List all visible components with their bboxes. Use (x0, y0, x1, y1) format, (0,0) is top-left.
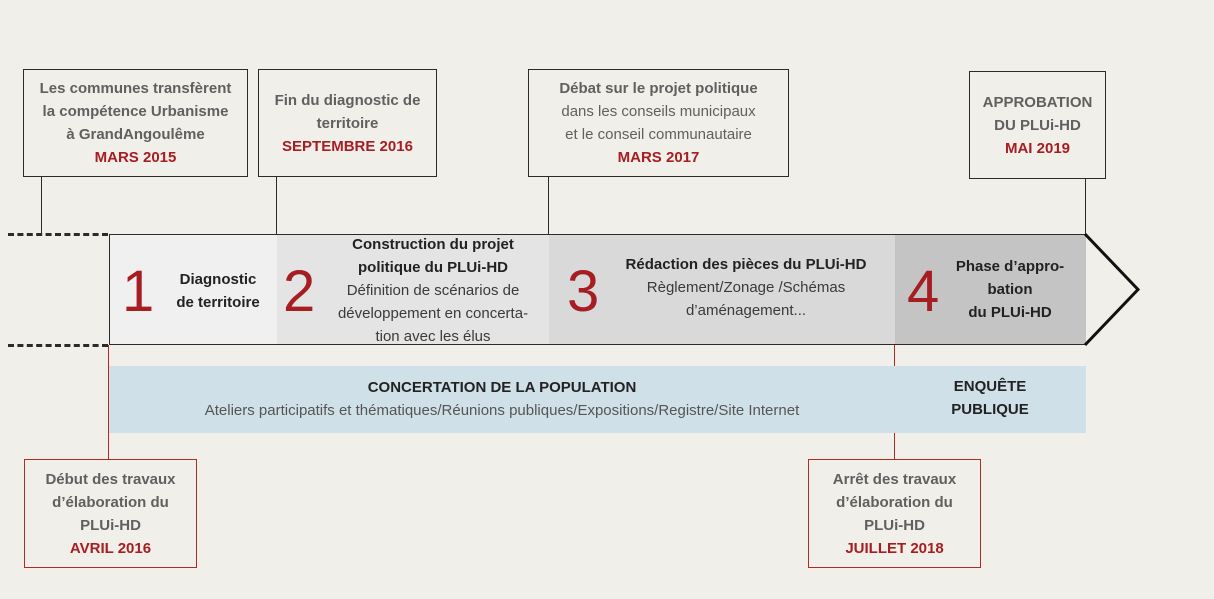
phase-detail-line: d’aménagement... (685, 302, 807, 319)
phase-title-line: du PLUi-HD (968, 304, 1052, 321)
milestone-text: la compétence Urbanisme (42, 103, 229, 120)
milestone-date: JUILLET 2018 (845, 539, 944, 557)
phase-detail-line: tion avec les élus (375, 328, 491, 345)
phase-number: 4 (907, 259, 940, 324)
dashed-line-top (8, 233, 108, 236)
phase-title (945, 255, 1075, 324)
phase-number: 1 (122, 259, 155, 324)
milestone-text: d’élaboration du (52, 493, 169, 511)
phase-number: 3 (567, 259, 600, 324)
milestone-text: Les communes transfèrent (39, 80, 232, 97)
phase-2-block (277, 234, 549, 345)
phase-title-line: Phase d’appro- (955, 258, 1065, 275)
milestone-text: territoire (316, 114, 379, 132)
phase-title (317, 233, 549, 348)
concertation-detail: Ateliers participatifs et thématiques/Réunions publiques/Expositions/Registre/Site Internet (204, 402, 800, 419)
phase-title-line: de territoire (176, 294, 260, 311)
phase-3-block (549, 234, 895, 345)
milestone-text: à GrandAngoulême (66, 126, 205, 143)
phase-detail-line: développement en concerta- (337, 305, 529, 322)
milestone-text: Arrêt des travaux (832, 470, 957, 488)
phase-title-line: Diagnostic (179, 271, 257, 288)
enquete-band (895, 366, 1086, 433)
milestone-text: d’élaboration du (836, 493, 953, 511)
arrow-head-icon (1084, 232, 1144, 347)
connector-line (41, 177, 42, 235)
phase-title-line: politique du PLUi-HD (358, 259, 508, 276)
concertation-band (109, 366, 895, 433)
milestone-text: Débat sur le projet politique (559, 80, 758, 97)
phase-detail-line: Règlement/Zonage /Schémas (646, 279, 846, 296)
milestone-date: MARS 2015 (94, 149, 177, 166)
milestone-text: Fin du diagnostic de (274, 91, 421, 109)
milestone-stop-works (808, 459, 981, 568)
milestone-transfer-competence (23, 69, 248, 177)
phase-detail-line: Définition de scénarios de (346, 282, 520, 299)
phase-number: 2 (283, 259, 316, 324)
phase-title (601, 253, 891, 322)
milestone-text: APPROBATION (982, 93, 1093, 111)
milestone-date: MARS 2017 (617, 149, 700, 166)
milestone-date: AVRIL 2016 (69, 539, 152, 557)
milestone-text: dans les conseils municipaux (561, 103, 756, 120)
phase-title-line: bation (987, 281, 1033, 298)
milestone-end-diagnostic (258, 69, 437, 177)
milestone-text: Début des travaux (45, 470, 176, 488)
milestone-text: et le conseil communautaire (565, 126, 752, 143)
phase-1-block (109, 234, 277, 345)
connector-line (548, 177, 549, 235)
phase-4-block (895, 234, 1086, 345)
milestone-text: PLUi-HD (864, 516, 925, 534)
milestone-date: SEPTEMBRE 2016 (282, 137, 413, 155)
connector-line (276, 177, 277, 235)
milestone-text: DU PLUi-HD (994, 116, 1081, 134)
milestone-approval (969, 71, 1106, 179)
milestone-start-works (24, 459, 197, 568)
phase-title (158, 268, 278, 314)
milestone-debate-project (528, 69, 789, 177)
phase-title-line: Rédaction des pièces du PLUi-HD (625, 256, 867, 273)
phase-title-line: Construction du projet (352, 236, 514, 253)
concertation-title: CONCERTATION DE LA POPULATION (367, 379, 637, 396)
connector-line (1085, 179, 1086, 235)
milestone-text: PLUi-HD (80, 516, 141, 534)
enquete-line: ENQUÊTE (953, 378, 1027, 395)
milestone-date: MAI 2019 (1004, 139, 1071, 157)
enquete-line: PUBLIQUE (951, 401, 1029, 418)
dashed-line-bottom (8, 344, 108, 347)
